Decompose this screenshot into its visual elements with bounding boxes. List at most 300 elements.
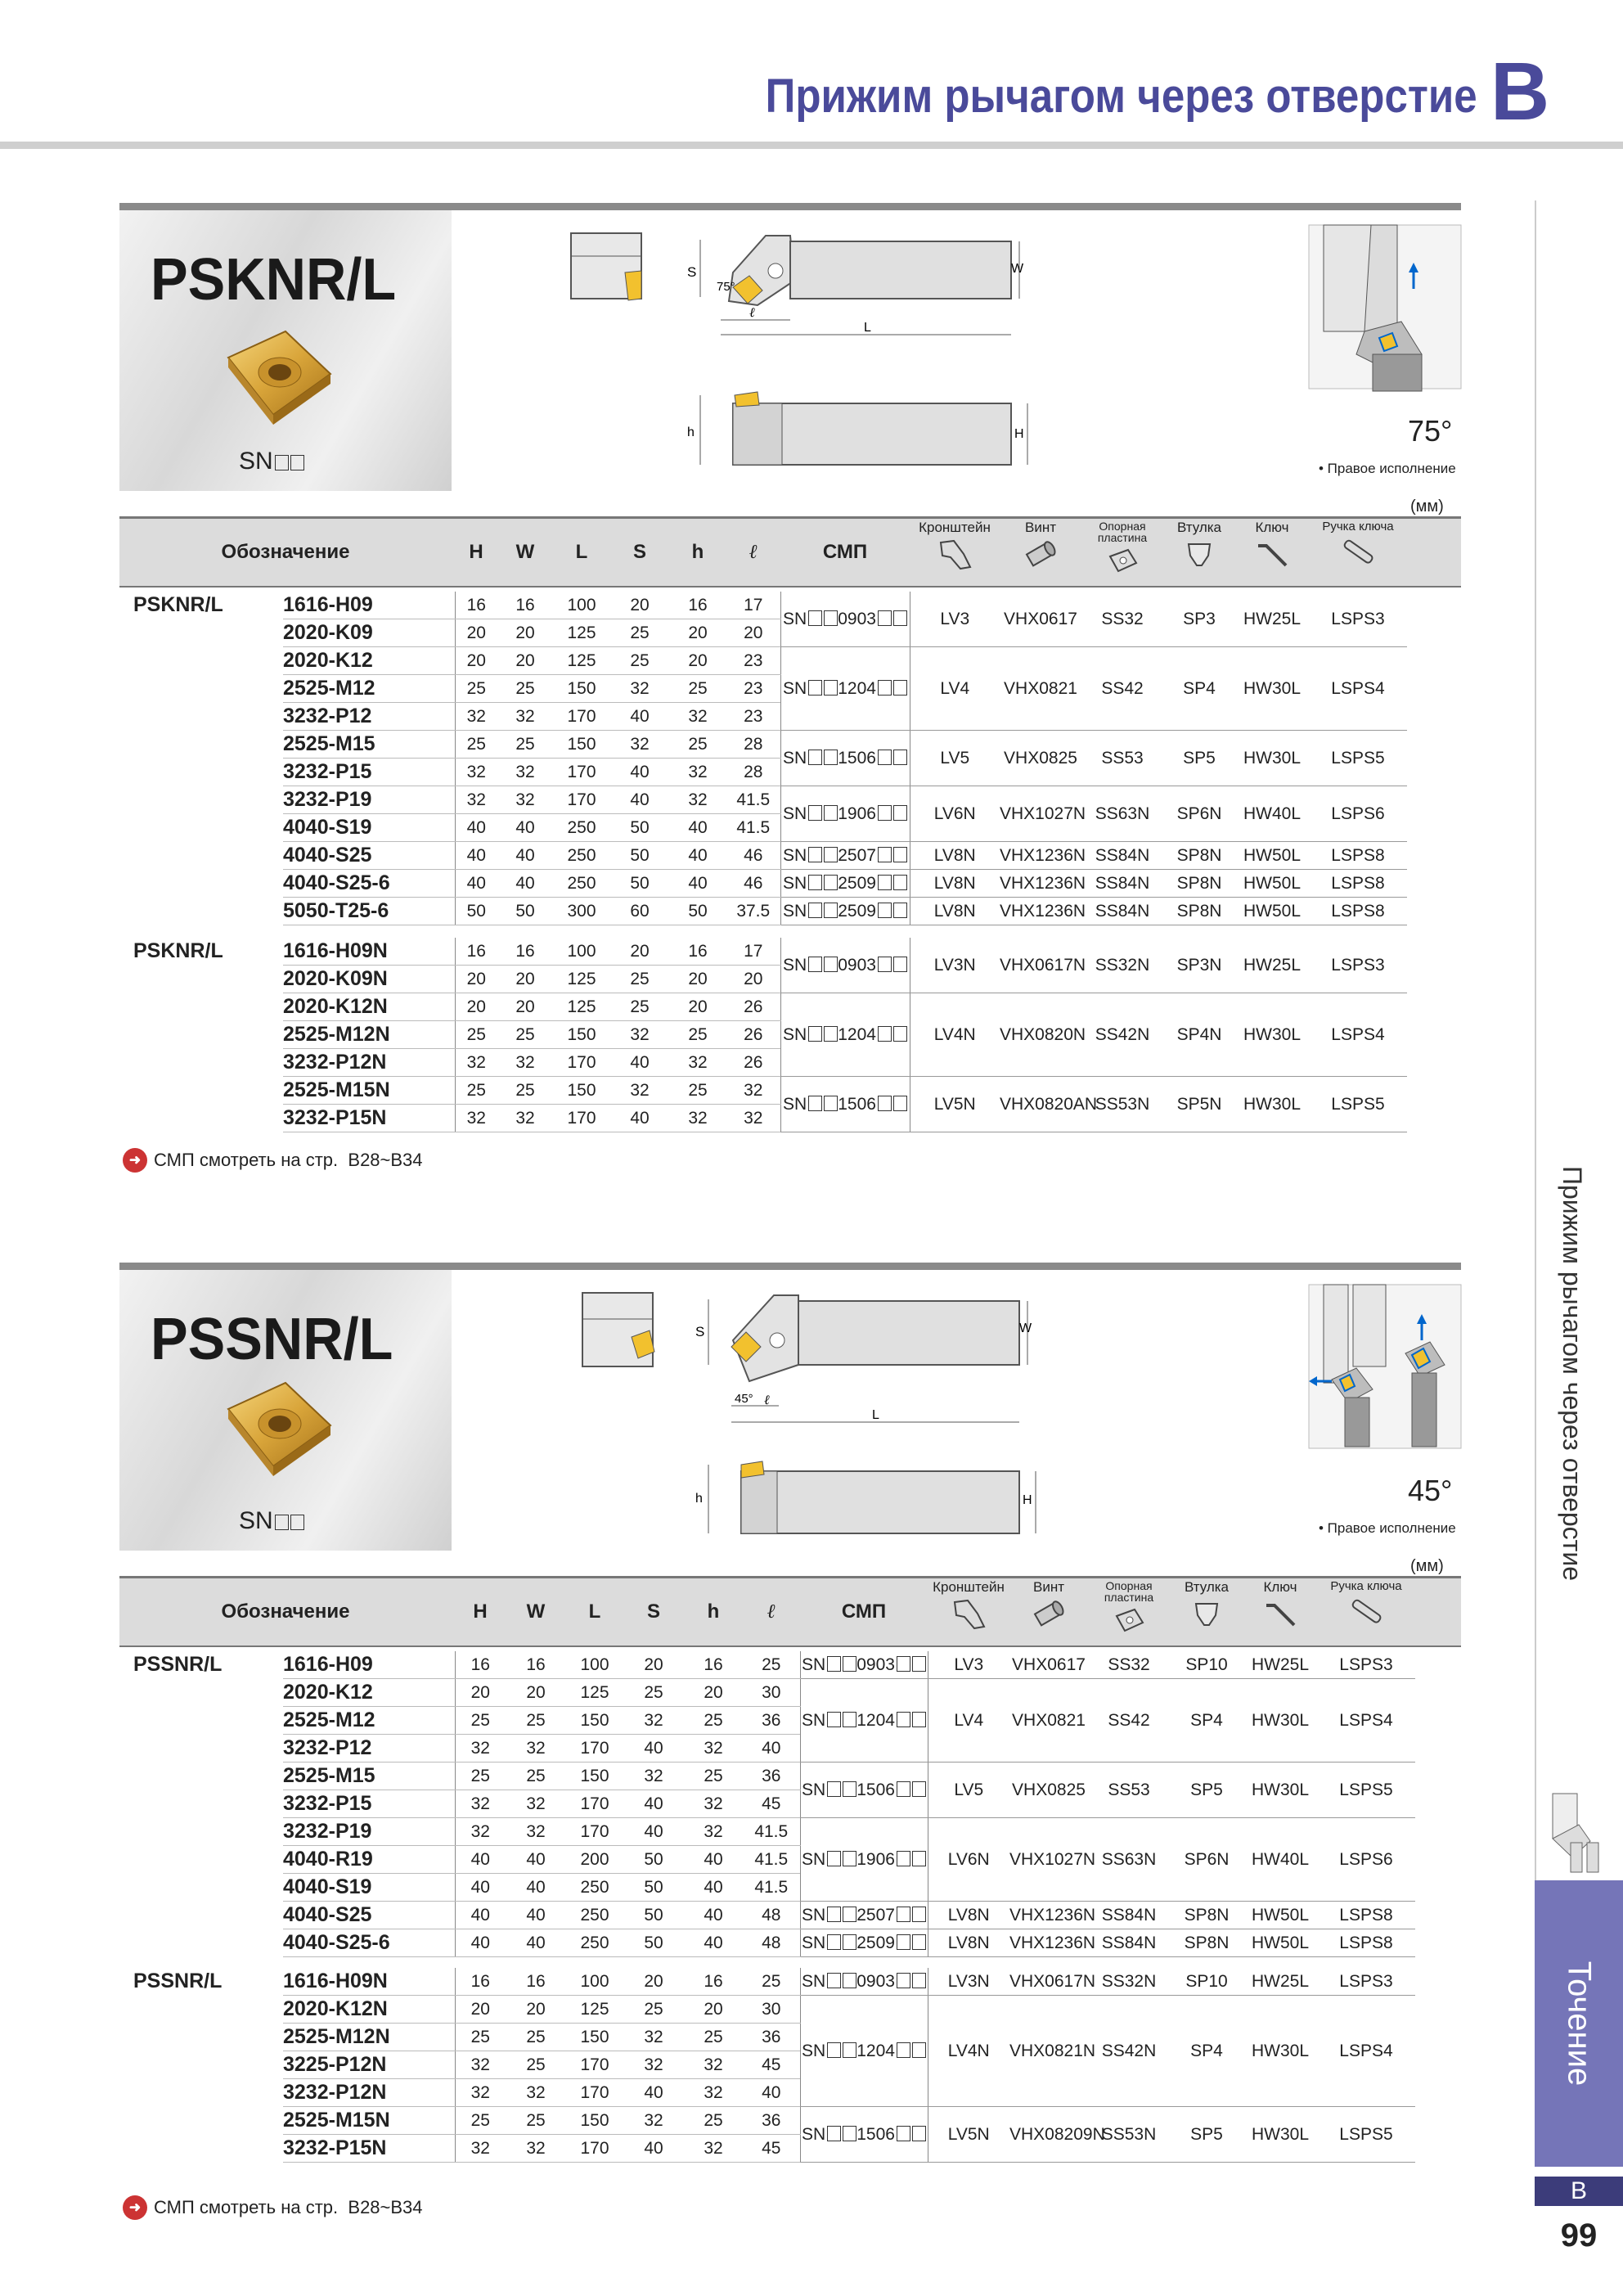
designation-code: 3232-P12 xyxy=(283,1735,455,1763)
dim-value: 26 xyxy=(726,1021,780,1049)
table-row xyxy=(119,1077,1407,1105)
dim-value: 50 xyxy=(610,814,669,842)
dim-value: 250 xyxy=(553,870,610,898)
dim-value: 200 xyxy=(566,1846,623,1874)
dim-value: 36 xyxy=(743,1707,800,1735)
part-number: HW30L xyxy=(1235,647,1309,731)
dim-value: 32 xyxy=(669,1049,726,1077)
application-drawing xyxy=(1307,1283,1463,1451)
table-row xyxy=(119,1651,1415,1679)
handle-number: LSPS8 xyxy=(1317,1929,1415,1957)
dim-value: 32 xyxy=(455,1105,497,1132)
dim-value: 32 xyxy=(455,759,497,786)
dim-value: 20 xyxy=(623,1968,684,1996)
handle-number: LSPS5 xyxy=(1317,2107,1415,2163)
dim-value: 25 xyxy=(497,1021,553,1049)
right-version-note: • Правое исполнение xyxy=(1319,461,1456,476)
designation-code: 2525-M15 xyxy=(283,731,455,759)
part-number: SS32 xyxy=(1088,1651,1170,1679)
dim-value: 60 xyxy=(610,898,669,925)
col-W: W xyxy=(515,541,535,563)
handle-number: LSPS6 xyxy=(1309,786,1407,842)
dim-w: W xyxy=(1011,262,1024,276)
series-prefix-empty xyxy=(119,1049,283,1077)
sleeve-icon xyxy=(1180,538,1218,570)
dim-value: 16 xyxy=(497,938,553,966)
part-number: SS42N xyxy=(1081,993,1163,1077)
dim-value: 32 xyxy=(455,2051,506,2079)
dim-value: 125 xyxy=(553,966,610,993)
series-prefix-empty xyxy=(119,1874,283,1902)
dim-value: 25 xyxy=(684,2024,743,2051)
dim-value: 23 xyxy=(726,647,780,675)
insert-code: SN 1506 xyxy=(800,1763,928,1818)
data-table xyxy=(119,1651,1415,1957)
dim-value: 16 xyxy=(455,938,497,966)
part-number: SP8N xyxy=(1170,1902,1243,1929)
col-designation: Обозначение xyxy=(221,1600,350,1623)
dim-value: 250 xyxy=(566,1874,623,1902)
dim-value: 32 xyxy=(623,2107,684,2135)
table-header xyxy=(119,1576,1461,1647)
side-rule xyxy=(1535,200,1536,2082)
part-number: LV3 xyxy=(928,1651,1009,1679)
dim-angle: 45° xyxy=(735,1392,753,1406)
dim-value: 32 xyxy=(726,1077,780,1105)
designation-code: 4040-R19 xyxy=(283,1846,455,1874)
table-row xyxy=(119,1763,1415,1790)
series-prefix-empty xyxy=(119,759,283,786)
col-L: L xyxy=(575,541,588,563)
col-H: H xyxy=(469,541,483,563)
col-l: ℓ xyxy=(767,1600,776,1623)
header-rule xyxy=(0,142,1623,149)
insert-code: SN 1906 xyxy=(780,786,910,842)
dim-value: 46 xyxy=(726,842,780,870)
insert-code: SN 1506 xyxy=(800,2107,928,2163)
hex-key-icon xyxy=(1253,538,1291,570)
series-prefix: PSKNR/L xyxy=(133,939,223,963)
dim-value: 40 xyxy=(497,814,553,842)
dim-value: 32 xyxy=(684,2135,743,2163)
insert-code: SN 2509 xyxy=(780,898,910,925)
part-bracket: Кронштейн xyxy=(928,1580,1009,1630)
dim-value: 25 xyxy=(506,2107,566,2135)
dim-value: 170 xyxy=(553,786,610,814)
dim-value: 45 xyxy=(743,2051,800,2079)
designation-code: 2020-K09N xyxy=(283,966,455,993)
part-number: SP10 xyxy=(1170,1651,1243,1679)
dim-value: 45 xyxy=(743,2135,800,2163)
part-number: SP6N xyxy=(1163,786,1235,842)
insert-code: SN 2507 xyxy=(780,842,910,870)
insert-reference-note: ➜ СМП смотреть на стр. B28~B34 xyxy=(123,1148,423,1173)
dim-value: 20 xyxy=(455,647,497,675)
insert-code: SN 1204 xyxy=(780,647,910,731)
col-designation: Обозначение xyxy=(221,541,350,563)
dim-value: 150 xyxy=(566,1763,623,1790)
insert-detail-drawing xyxy=(569,232,651,305)
designation-code: 2020-K12N xyxy=(283,1996,455,2024)
designation-code: 2525-M15N xyxy=(283,1077,455,1105)
dim-value: 32 xyxy=(455,1049,497,1077)
part-number: VHX0821 xyxy=(1000,647,1081,731)
part-number: VHX1236N xyxy=(1000,870,1081,898)
dim-value: 16 xyxy=(455,1968,506,1996)
dim-value: 26 xyxy=(726,993,780,1021)
part-number: VHX1236N xyxy=(1000,842,1081,870)
dim-value: 170 xyxy=(566,1818,623,1846)
dim-s: S xyxy=(695,1324,705,1339)
dim-value: 170 xyxy=(566,2051,623,2079)
part-number: SS84N xyxy=(1081,870,1163,898)
dim-value: 32 xyxy=(506,1735,566,1763)
dim-value: 25 xyxy=(623,1996,684,2024)
part-number: VHX0820N xyxy=(1000,993,1081,1077)
dim-value: 32 xyxy=(684,1790,743,1818)
dim-value: 20 xyxy=(497,993,553,1021)
dim-value: 170 xyxy=(553,759,610,786)
angle-label: 75° xyxy=(1408,414,1453,448)
col-S: S xyxy=(632,541,646,563)
dim-value: 32 xyxy=(610,1077,669,1105)
dim-value: 150 xyxy=(566,2107,623,2135)
table-row xyxy=(119,2107,1415,2135)
dim-value: 40 xyxy=(455,1874,506,1902)
series-prefix-empty xyxy=(119,1763,283,1790)
part-number: LV8N xyxy=(928,1929,1009,1957)
series-prefix-empty xyxy=(119,1105,283,1132)
insert-code: SN 0903 xyxy=(800,1968,928,1996)
part-number: VHX0617 xyxy=(1000,592,1081,647)
screw-icon xyxy=(1022,538,1059,570)
part-number: VHX1236N xyxy=(1009,1929,1088,1957)
series-prefix-empty xyxy=(119,703,283,731)
dim-value: 32 xyxy=(455,1790,506,1818)
series-prefix-empty xyxy=(119,1679,283,1707)
part-number: SP4 xyxy=(1170,1996,1243,2107)
data-table xyxy=(119,592,1407,925)
dim-value: 32 xyxy=(455,1818,506,1846)
application-drawing xyxy=(1307,223,1463,391)
dim-value: 32 xyxy=(669,759,726,786)
table-row xyxy=(119,786,1407,814)
part-number: SS84N xyxy=(1081,898,1163,925)
dim-value: 20 xyxy=(497,966,553,993)
dim-value: 32 xyxy=(610,1021,669,1049)
part-number: SS53N xyxy=(1081,1077,1163,1132)
holder-drawing xyxy=(684,232,1060,510)
series-prefix-empty xyxy=(119,2079,283,2107)
table-row xyxy=(119,592,1407,619)
code-panel xyxy=(119,210,452,491)
part-number: SS63N xyxy=(1081,786,1163,842)
dim-value: 20 xyxy=(684,1679,743,1707)
designation-code: 1616-H09N xyxy=(283,938,455,966)
part-number: SS32N xyxy=(1088,1968,1170,1996)
dim-value: 32 xyxy=(497,759,553,786)
dim-l: L xyxy=(872,1408,879,1422)
dim-value: 32 xyxy=(684,1735,743,1763)
col-S: S xyxy=(646,1600,660,1623)
col-l: ℓ xyxy=(749,541,758,563)
dim-value: 20 xyxy=(669,993,726,1021)
designation-code: 4040-S25 xyxy=(283,842,455,870)
dim-value: 300 xyxy=(553,898,610,925)
chapter-tab[interactable]: Точение xyxy=(1535,1880,1623,2167)
dim-value: 50 xyxy=(669,898,726,925)
dim-angle: 75° xyxy=(717,280,735,294)
dim-value: 50 xyxy=(610,870,669,898)
table-row xyxy=(119,993,1407,1021)
part-number: HW40L xyxy=(1243,1818,1317,1902)
section-letter: B xyxy=(1490,46,1550,137)
designation-code: 4040-S25-6 xyxy=(283,1929,455,1957)
dim-value: 50 xyxy=(623,1929,684,1957)
dim-value: 25 xyxy=(455,675,497,703)
dim-value: 32 xyxy=(497,703,553,731)
dim-value: 40 xyxy=(669,842,726,870)
part-number: VHX1027N xyxy=(1009,1818,1088,1902)
handle-number: LSPS4 xyxy=(1309,647,1407,731)
dim-value: 41.5 xyxy=(743,1874,800,1902)
dim-value: 16 xyxy=(506,1651,566,1679)
series-prefix-empty xyxy=(119,814,283,842)
table-row xyxy=(119,1818,1415,1846)
series-prefix-empty xyxy=(119,731,283,759)
part-handle: Ручка ключа xyxy=(1309,520,1407,569)
page-number: 99 xyxy=(1560,2217,1598,2253)
designation-code: 3232-P19 xyxy=(283,786,455,814)
dim-value: 150 xyxy=(553,1077,610,1105)
series-prefix-empty xyxy=(119,1846,283,1874)
data-table xyxy=(119,938,1407,1132)
chapter-letter: B xyxy=(1535,2177,1623,2206)
designation-code: 3232-P12N xyxy=(283,1049,455,1077)
handle-number: LSPS5 xyxy=(1309,1077,1407,1132)
dim-value: 41.5 xyxy=(743,1818,800,1846)
dim-value: 50 xyxy=(497,898,553,925)
part-number: SS53 xyxy=(1088,1763,1170,1818)
part-number: LV8N xyxy=(910,870,1000,898)
insert-image-icon xyxy=(208,325,347,431)
insert-code: SN 0903 xyxy=(800,1651,928,1679)
part-number: VHX0617N xyxy=(1000,938,1081,993)
insert-code: SN 1506 xyxy=(780,1077,910,1132)
dim-value: 20 xyxy=(669,966,726,993)
part-number: HW50L xyxy=(1235,898,1309,925)
dim-value: 41.5 xyxy=(726,786,780,814)
dim-value: 40 xyxy=(743,1735,800,1763)
dim-value: 20 xyxy=(726,619,780,647)
series-prefix-empty xyxy=(119,1021,283,1049)
dim-value: 50 xyxy=(610,842,669,870)
part-number: VHX1236N xyxy=(1009,1902,1088,1929)
table-header xyxy=(119,516,1461,588)
dim-value: 20 xyxy=(497,647,553,675)
part-number: VHX0617N xyxy=(1009,1968,1088,1996)
dim-value: 100 xyxy=(553,592,610,619)
designation-code: 2525-M12 xyxy=(283,675,455,703)
dim-value: 32 xyxy=(506,2079,566,2107)
dim-value: 150 xyxy=(566,1707,623,1735)
handle-number: LSPS4 xyxy=(1317,1996,1415,2107)
dim-value: 250 xyxy=(553,842,610,870)
table-row xyxy=(119,1996,1415,2024)
dim-value: 250 xyxy=(566,1929,623,1957)
dim-value: 40 xyxy=(455,814,497,842)
dim-value: 36 xyxy=(743,2024,800,2051)
dim-value: 25 xyxy=(610,966,669,993)
handle-number: LSPS3 xyxy=(1317,1651,1415,1679)
hex-key-icon xyxy=(1261,1597,1299,1630)
dim-value: 40 xyxy=(684,1929,743,1957)
dim-value: 20 xyxy=(669,619,726,647)
dim-value: 40 xyxy=(455,1846,506,1874)
dim-value: 32 xyxy=(669,786,726,814)
dim-value: 37.5 xyxy=(726,898,780,925)
dim-value: 125 xyxy=(566,1996,623,2024)
dim-value: 125 xyxy=(566,1679,623,1707)
handle-number: LSPS8 xyxy=(1317,1902,1415,1929)
dim-value: 20 xyxy=(455,966,497,993)
dim-h: h xyxy=(695,1492,703,1506)
part-number: SP10 xyxy=(1170,1968,1243,1996)
insert-label: SN xyxy=(239,448,304,475)
designation-code: 3225-P12N xyxy=(283,2051,455,2079)
designation-code: 4040-S25 xyxy=(283,1902,455,1929)
dim-value: 150 xyxy=(553,1021,610,1049)
dim-value: 25 xyxy=(497,675,553,703)
part-number: LV5N xyxy=(910,1077,1000,1132)
col-insert: СМП xyxy=(841,1600,887,1623)
series-prefix-empty xyxy=(119,898,283,925)
part-number: SS84N xyxy=(1088,1929,1170,1957)
dim-value: 150 xyxy=(566,2024,623,2051)
tool-code: PSKNR/L xyxy=(151,247,397,313)
dim-w: W xyxy=(1019,1321,1032,1335)
designation-code: 3232-P12N xyxy=(283,2079,455,2107)
dim-value: 25 xyxy=(684,1763,743,1790)
dim-value: 40 xyxy=(623,2135,684,2163)
dim-value: 32 xyxy=(623,1707,684,1735)
part-number: SS63N xyxy=(1088,1818,1170,1902)
part-number: HW50L xyxy=(1235,842,1309,870)
part-number: HW50L xyxy=(1243,1902,1317,1929)
table-row xyxy=(119,647,1407,675)
dim-value: 20 xyxy=(455,993,497,1021)
dim-value: 32 xyxy=(506,1818,566,1846)
part-screw: Винт xyxy=(1000,520,1081,570)
dim-value: 20 xyxy=(610,592,669,619)
series-prefix-empty xyxy=(119,1818,283,1846)
reference-icon: ➜ xyxy=(123,2195,147,2220)
part-number: LV8N xyxy=(910,898,1000,925)
insert-code: SN 1204 xyxy=(800,1679,928,1763)
unit-label: (мм) xyxy=(1410,1557,1444,1575)
dim-value: 40 xyxy=(455,1902,506,1929)
table-row xyxy=(119,1679,1415,1707)
part-number: SP4N xyxy=(1163,993,1235,1077)
series-prefix: PSSNR/L xyxy=(133,1970,223,1993)
dim-value: 40 xyxy=(455,842,497,870)
series-prefix-empty xyxy=(119,2051,283,2079)
insert-label: SN xyxy=(239,1507,304,1535)
part-number: SS42N xyxy=(1088,1996,1170,2107)
dim-l-small: ℓ xyxy=(749,306,755,320)
insert-code: SN 0903 xyxy=(780,938,910,993)
dim-value: 125 xyxy=(553,619,610,647)
dim-value: 20 xyxy=(623,1651,684,1679)
designation-code: 2525-M12N xyxy=(283,1021,455,1049)
designation-code: 3232-P19 xyxy=(283,1818,455,1846)
col-h: h xyxy=(707,1600,720,1623)
dim-value: 32 xyxy=(506,2135,566,2163)
series-prefix-empty xyxy=(119,1707,283,1735)
dim-value: 17 xyxy=(726,592,780,619)
dim-value: 40 xyxy=(610,786,669,814)
part-number: SP3 xyxy=(1163,592,1235,647)
handle-number: LSPS3 xyxy=(1309,938,1407,993)
section-top-bar xyxy=(119,203,1461,210)
dim-value: 25 xyxy=(497,1077,553,1105)
part-number: HW30L xyxy=(1235,731,1309,786)
part-number: HW30L xyxy=(1235,1077,1309,1132)
section-psknr xyxy=(119,203,1461,1185)
part-number: LV6N xyxy=(910,786,1000,842)
key-handle-icon xyxy=(1347,1596,1385,1628)
series-prefix: PSSNR/L xyxy=(133,1653,223,1677)
dim-value: 40 xyxy=(743,2079,800,2107)
dim-value: 32 xyxy=(684,2051,743,2079)
part-number: SP5 xyxy=(1170,1763,1243,1818)
dim-l-small: ℓ xyxy=(764,1393,770,1407)
handle-number: LSPS8 xyxy=(1309,898,1407,925)
insert-code: SN 1906 xyxy=(800,1818,928,1902)
part-number: SP5 xyxy=(1170,2107,1243,2163)
part-screw: Винт xyxy=(1009,1580,1088,1630)
series-prefix-empty xyxy=(119,842,283,870)
col-H: H xyxy=(473,1600,488,1623)
dim-value: 25 xyxy=(455,2024,506,2051)
series-prefix-empty xyxy=(119,870,283,898)
part-shim: Опорная пластина xyxy=(1088,1580,1170,1639)
insert-code: SN 1204 xyxy=(780,993,910,1077)
part-number: VHX08209N xyxy=(1009,2107,1088,2163)
dim-value: 32 xyxy=(684,2079,743,2107)
section-pssnr xyxy=(119,1263,1461,2244)
bracket-icon xyxy=(950,1597,987,1630)
dim-value: 170 xyxy=(553,1049,610,1077)
part-number: HW50L xyxy=(1235,870,1309,898)
part-number: HW30L xyxy=(1243,1996,1317,2107)
dim-value: 16 xyxy=(669,592,726,619)
dim-value: 50 xyxy=(623,1874,684,1902)
part-number: SS42 xyxy=(1081,647,1163,731)
dim-value: 170 xyxy=(566,1735,623,1763)
part-number: SS84N xyxy=(1081,842,1163,870)
dim-value: 25 xyxy=(610,647,669,675)
part-number: LV4 xyxy=(910,647,1000,731)
unit-label: (мм) xyxy=(1410,497,1444,515)
dim-value: 20 xyxy=(669,647,726,675)
dim-value: 40 xyxy=(455,1929,506,1957)
dim-value: 48 xyxy=(743,1902,800,1929)
dim-h: h xyxy=(687,425,695,439)
dim-value: 250 xyxy=(566,1902,623,1929)
section-top-bar xyxy=(119,1263,1461,1270)
dim-value: 25 xyxy=(506,1707,566,1735)
